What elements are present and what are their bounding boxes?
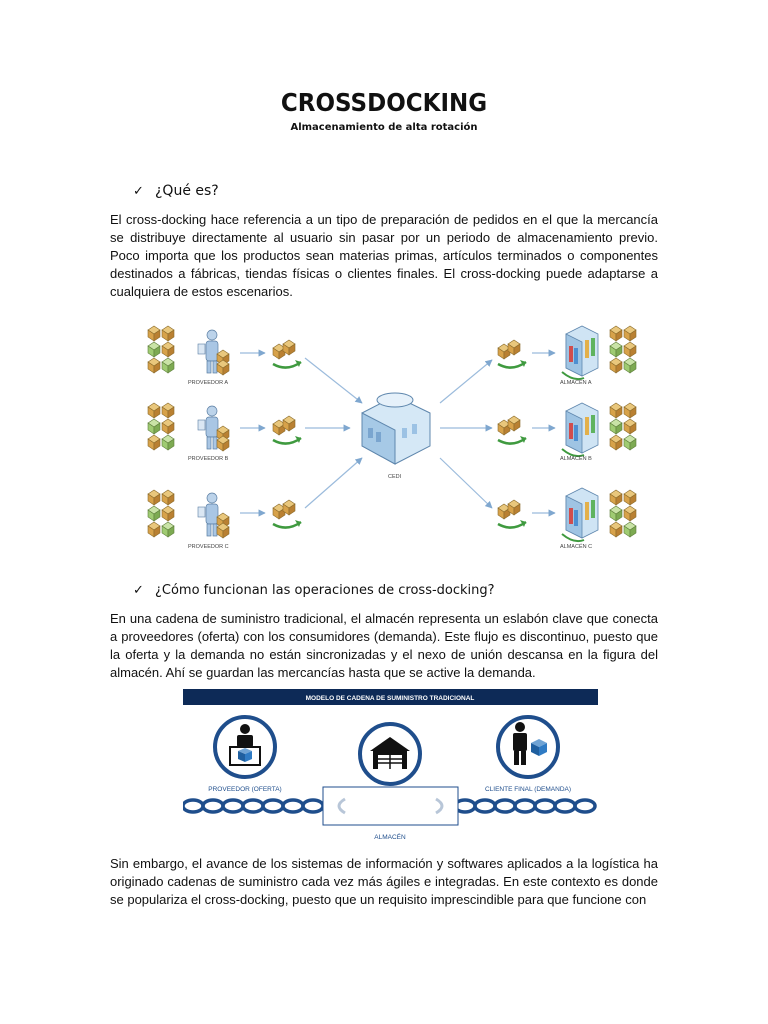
diagram-banner-text: MODELO DE CADENA DE SUMINISTRO TRADICIONAL bbox=[305, 695, 475, 702]
cedi-label: CEDI bbox=[388, 474, 402, 480]
section-heading-text: ¿Qué es? bbox=[155, 183, 219, 199]
boxes-icon bbox=[148, 326, 174, 373]
outbound-shipment-icon bbox=[498, 416, 526, 444]
inbound-shipment-icon bbox=[273, 340, 301, 368]
boxes-icon bbox=[148, 490, 174, 537]
document-subtitle: Almacenamiento de alta rotación bbox=[290, 122, 478, 133]
inbound-shipment-icon bbox=[273, 416, 301, 444]
person-icon bbox=[198, 330, 229, 375]
section-heading-text: ¿Cómo funcionan las operaciones de cross-docking? bbox=[155, 583, 495, 598]
customer-node bbox=[485, 717, 571, 793]
traditional-supply-chain-diagram bbox=[183, 689, 598, 849]
supplier-b-label: PROVEEDOR B bbox=[188, 456, 229, 462]
person-icon bbox=[198, 493, 229, 538]
paragraph-how: En una cadena de suministro tradicional, el almacén representa un eslabón clave que conecta a proveedores (oferta) con los consumidores (demanda). Este flujo es discontinuo, puesto que la oferta y la demanda no están sincronizadas y el nexo de unión descansa en la figura del almacén. Ahí se guardan las mercancías hasta que se active la demanda. bbox=[110, 611, 658, 680]
supplier-c bbox=[148, 490, 229, 550]
supplier-node-label: PROVEEDOR (OFERTA) bbox=[208, 786, 282, 793]
supplier-node bbox=[208, 717, 281, 793]
warehouse-icon bbox=[562, 403, 598, 456]
person-icon bbox=[198, 406, 229, 451]
boxes-icon bbox=[610, 326, 636, 373]
section-heading-how bbox=[133, 583, 495, 598]
inbound-shipment-icon bbox=[273, 500, 301, 528]
warehouse-gap-box bbox=[323, 787, 458, 825]
outbound-shipment-icon bbox=[498, 340, 526, 368]
document-title: CROSSDOCKING bbox=[280, 88, 488, 117]
supplier-c-label: PROVEEDOR C bbox=[188, 544, 229, 550]
cedi-building bbox=[362, 393, 430, 480]
paragraph-however: Sin embargo, el avance de los sistemas de información y softwares aplicados a la logística ha originado cadenas de suministro cada vez más ágiles e integradas. En este contexto es donde se populariza el cross-docking, puesto que un requisito imprescindible para que funcione con bbox=[110, 856, 658, 907]
checkmark-icon: ✓ bbox=[133, 184, 144, 199]
warehouse-a-label: ALMACÉN A bbox=[560, 380, 592, 386]
warehouse-a bbox=[560, 326, 636, 386]
customer-node-label: CLIENTE FINAL (DEMANDA) bbox=[484, 786, 572, 793]
outbound-shipment-icon bbox=[498, 500, 526, 528]
warehouse-icon bbox=[562, 326, 598, 379]
warehouse-node bbox=[360, 724, 420, 784]
boxes-icon bbox=[610, 490, 636, 537]
paragraph-what-is: El cross-docking hace referencia a un tipo de preparación de pedidos en el que la mercancía se distribuye directamente al usuario sin pasar por un periodo de almacenamiento previo. Poco importa que los productos sean materias primas, artículos terminados o componentes destinados a fábricas, tiendas físicas o clientes finales. El cross-docking puede adaptarse a cualquiera de estos escenarios. bbox=[110, 212, 658, 299]
boxes-icon bbox=[610, 403, 636, 450]
warehouse-icon bbox=[562, 488, 598, 541]
crossdocking-network-diagram bbox=[140, 318, 650, 558]
boxes-icon bbox=[148, 403, 174, 450]
section-heading-what-is bbox=[133, 183, 219, 199]
warehouse-label: ALMACÉN bbox=[374, 834, 406, 841]
warehouse-c bbox=[560, 488, 636, 550]
warehouse-b bbox=[560, 403, 636, 462]
warehouse-c-label: ALMACÉN C bbox=[560, 544, 593, 550]
checkmark-icon: ✓ bbox=[133, 583, 144, 598]
supplier-a bbox=[148, 326, 229, 386]
supplier-b bbox=[148, 403, 229, 462]
warehouse-b-label: ALMACÉN B bbox=[560, 456, 592, 462]
supplier-a-label: PROVEEDOR A bbox=[188, 380, 229, 386]
